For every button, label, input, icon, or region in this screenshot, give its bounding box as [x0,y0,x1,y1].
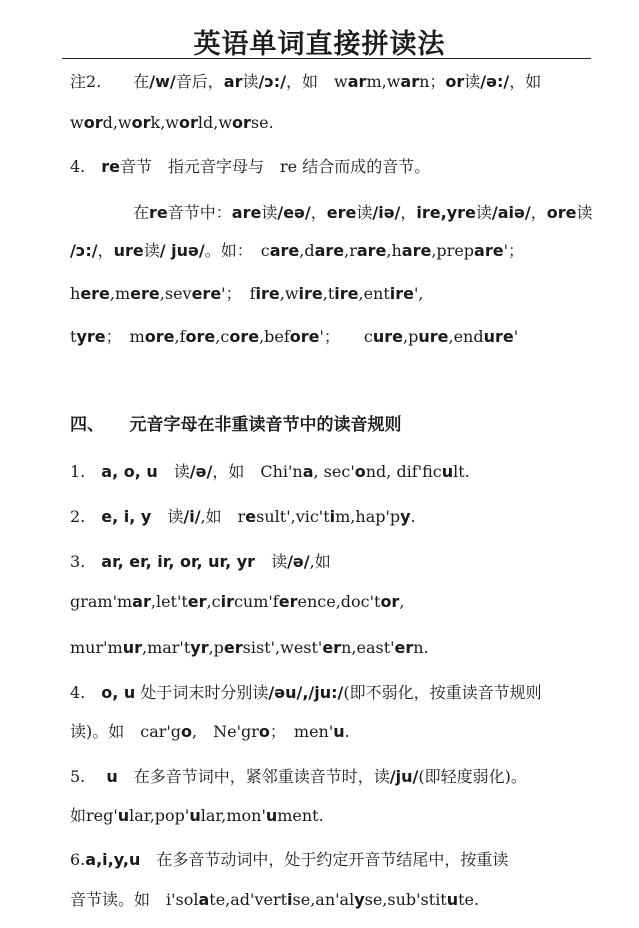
text-segment: ,如 [309,552,331,571]
bold-pattern: /iə/ [372,203,401,222]
text-segment: ence,doc't [297,592,381,611]
text-segment: ， [400,203,417,222]
text-segment: 四、 元音字母在非重读音节中的读音规则 [70,415,402,435]
text-segment: 音节中： [167,203,232,222]
bold-pattern: ire [298,284,323,303]
text-segment: 在 [133,203,150,222]
text-line [70,462,587,482]
text-segment: , Ne'gr [192,722,259,741]
bold-pattern: /ə:/ [480,72,510,91]
text-segment: gram'm [70,592,133,611]
bold-pattern: i [329,507,336,526]
text-segment: 读 [242,72,259,91]
text-segment: ,如 r [200,507,246,526]
bold-pattern: or [131,113,151,132]
text-segment: 音后， [175,72,224,91]
bold-pattern: o [258,722,270,741]
text-segment: ,ent [358,284,390,303]
bold-pattern: u [189,806,201,825]
text-segment: sult',vic't [256,507,330,526]
text-segment: 音节读。如 i'sol [70,890,199,909]
text-segment: ，如 w [286,72,348,91]
text-segment: n. [413,638,429,657]
text-segment: h [70,284,81,303]
bold-pattern: ire [334,284,359,303]
bold-pattern: /ju/ [389,767,419,786]
text-line [70,507,587,527]
text-segment: 读 [576,203,593,222]
text-segment: k,w [150,113,179,132]
text-segment: sist',west' [242,638,323,657]
bold-pattern: /ə/ [189,462,213,481]
text-segment: '； f [221,284,256,303]
bold-pattern: u [446,890,459,909]
text-line [70,638,587,658]
text-segment: 读 [151,507,184,526]
bold-pattern: or [445,72,465,91]
text-segment: 注2. 在 [70,72,150,91]
text-line [70,284,587,304]
text-line [70,683,587,703]
text-segment: '； [503,241,524,260]
bold-pattern: yre [76,327,106,346]
text-segment: ,let't [150,592,188,611]
text-segment: 读 [143,241,160,260]
bold-pattern: ure [418,327,449,346]
text-segment: ,d [299,241,315,260]
bold-pattern: ire,yre [416,203,476,222]
bold-pattern: u [117,806,130,825]
bold-pattern: u [333,722,345,741]
bold-pattern: ar [400,72,420,91]
text-segment: d,w [102,113,132,132]
text-segment: lt. [453,462,470,481]
bold-pattern: er [394,638,414,657]
bold-pattern: o [181,722,193,741]
text-segment: ,c [215,327,230,346]
bold-pattern: ar [223,72,243,91]
bold-pattern: a, o, u [101,462,158,481]
text-segment: lar,pop' [129,806,190,825]
text-line [70,241,587,261]
text-segment: ,r [344,241,357,260]
bold-pattern: ore [289,327,320,346]
text-segment: 如reg' [70,806,118,825]
text-segment: te,ad'vert [209,890,288,909]
title-underline [62,58,591,59]
bold-pattern: ir [220,592,234,611]
text-segment: t [70,327,77,346]
text-segment: 1. [70,462,102,481]
bold-pattern: / juə/ [159,241,205,260]
bold-pattern: ire [389,284,415,303]
text-line [70,592,587,612]
text-segment: ,w [279,284,299,303]
text-line [70,113,587,133]
text-segment: lar,mon' [200,806,266,825]
bold-pattern: are [231,203,262,222]
text-line [70,722,587,742]
bold-pattern: ere [191,284,222,303]
bold-pattern: ar [132,592,151,611]
text-segment: ； m [105,327,145,346]
text-segment: cum'f [233,592,279,611]
bold-pattern: ure [372,327,404,346]
text-line [70,767,587,787]
text-segment: ,h [386,241,402,260]
bold-pattern: or [232,113,251,132]
bold-pattern: a [198,890,210,909]
text-segment: ,f [174,327,186,346]
text-line [133,203,593,223]
text-segment: ,end [448,327,484,346]
bold-pattern: ur [122,638,142,657]
text-segment: 读 [157,462,190,481]
text-segment: se,sub'stit [364,890,447,909]
text-segment: 5. [70,767,107,786]
text-segment: ' [513,327,519,346]
bold-pattern: o, u [101,683,136,702]
bold-pattern: ore [229,327,260,346]
bold-pattern: or [179,113,198,132]
bold-pattern: /w/ [149,72,176,91]
bold-pattern: ure [483,327,514,346]
text-segment: ， [310,203,327,222]
bold-pattern: i [287,890,293,909]
bold-pattern: er [223,638,243,657]
text-segment: 处于词末时分别读 [135,683,269,702]
bold-pattern: y [400,507,411,526]
text-segment: ,mar't [141,638,191,657]
bold-pattern: are [401,241,432,260]
bold-pattern: y [354,890,365,909]
text-segment: ld,w [197,113,233,132]
text-segment: ,p [403,327,419,346]
text-segment: m,w [366,72,401,91]
bold-pattern: re [101,157,121,176]
bold-pattern: u [265,806,278,825]
bold-pattern: er [278,592,298,611]
text-line [70,890,587,910]
bold-pattern: u [441,462,454,481]
text-segment: m,hap'p [335,507,401,526]
bold-pattern: ere [80,284,110,303]
text-segment: ,c [206,592,221,611]
bold-pattern: are [314,241,345,260]
bold-pattern: ar [347,72,367,91]
text-segment: 读)。如 car'g [70,722,182,741]
bold-pattern: /əu/,/ju:/ [268,683,344,702]
text-segment: ,t [322,284,335,303]
text-segment: 读 [255,552,288,571]
text-line [70,72,587,92]
text-segment: se. [250,113,274,132]
bold-pattern: /ɔ:/ [70,241,98,260]
bold-pattern: ore [546,203,577,222]
text-segment: (即不弱化，按重读音节规则 [343,683,542,702]
text-segment: ,sev [159,284,192,303]
bold-pattern: are [474,241,504,260]
text-segment: (即轻度弱化)。 [418,767,527,786]
text-segment: 读 [356,203,373,222]
text-segment: 4. [70,683,102,702]
bold-pattern: /ɔ:/ [258,72,287,91]
text-segment: n,east' [341,638,395,657]
page-title: 英语单词直接拼读法 [193,29,446,60]
bold-pattern: /eə/ [277,203,311,222]
text-segment: '； c [319,327,373,346]
text-line [70,327,587,347]
bold-pattern: ore [144,327,175,346]
text-segment: , sec' [313,462,355,481]
bold-pattern: ar, er, ir, or, ur, yr [101,552,256,571]
text-segment: w [70,113,84,132]
bold-pattern: or [83,113,103,132]
text-segment: 3. [70,552,102,571]
text-segment: n； [419,72,446,91]
text-segment: nd, dif'fic [365,462,442,481]
text-segment: 读 [261,203,278,222]
text-segment: ,bef [259,327,290,346]
text-segment: . [410,507,416,526]
text-segment: ,prep [431,241,475,260]
text-segment: , [399,592,405,611]
text-line [70,157,587,177]
bold-pattern: u [106,767,118,786]
text-segment: ， [97,241,114,260]
text-segment: 音节 指元音字母与 re 结合而成的音节。 [120,157,431,176]
bold-pattern: o [354,462,366,481]
text-segment: ', [414,284,424,303]
bold-pattern: ire [255,284,280,303]
bold-pattern: ere [130,284,160,303]
bold-pattern: ure [113,241,144,260]
text-segment: ，如 Chi'n [212,462,303,481]
text-segment: 2. [70,507,102,526]
bold-pattern: e [245,507,257,526]
text-segment: 。如： c [204,241,270,260]
bold-pattern: e, i, y [101,507,152,526]
bold-pattern: or [380,592,400,611]
text-segment: ,m [109,284,131,303]
text-segment: ment. [277,806,324,825]
text-line [70,850,587,870]
bold-pattern: ere [326,203,357,222]
bold-pattern: re [149,203,168,222]
bold-pattern: a [302,462,314,481]
text-segment: se,an'al [292,890,355,909]
bold-pattern: /ə/ [287,552,310,571]
text-line [70,806,587,826]
bold-pattern: ore [185,327,216,346]
bold-pattern: are [356,241,387,260]
bold-pattern: er [187,592,207,611]
bold-pattern: yr [190,638,209,657]
text-line [70,552,587,572]
bold-pattern: a,i,y,u [85,850,141,869]
text-segment: 4. [70,157,102,176]
text-segment: te. [458,890,480,909]
text-segment: ， [530,203,547,222]
text-segment: 6. [70,850,86,869]
text-segment: ； men' [269,722,334,741]
section-heading [70,415,587,435]
bold-pattern: /i/ [183,507,201,526]
text-segment: 读 [475,203,492,222]
bold-pattern: are [269,241,300,260]
bold-pattern: /aiə/ [491,203,531,222]
text-segment: mur'm [70,638,123,657]
text-segment: 在多音节词中，紧邻重读音节时，读 [117,767,390,786]
text-segment: . [344,722,350,741]
text-segment: ，如 [509,72,542,91]
bold-pattern: er [322,638,342,657]
text-segment: 在多音节动词中，处于约定开音节结尾中，按重读 [140,850,509,869]
text-segment: ,p [208,638,224,657]
text-segment: 读 [464,72,481,91]
